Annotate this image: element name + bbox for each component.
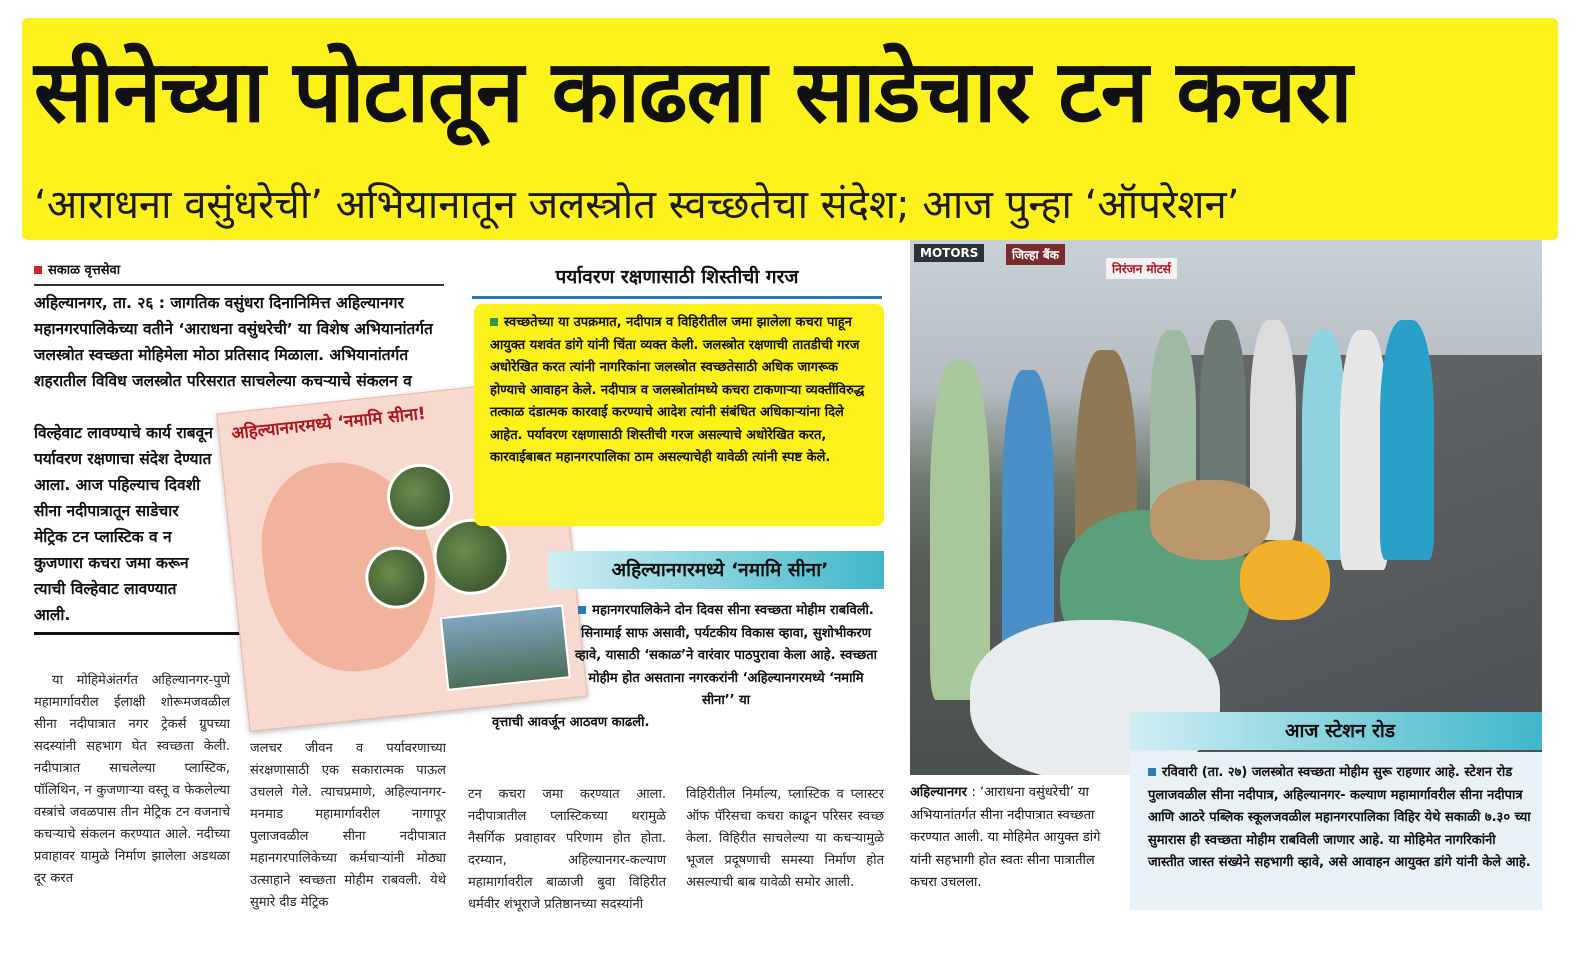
body-column-4: विहिरीतील निर्माल्य, प्लास्टिक व प्लास्टर ऑफ पॅरिसचा कचरा काढून परिसर स्वच्छ केला. विहिरीत साचलेल्या या कचऱ्यामुळे भूजल प्रदूषणाची समस्या निर्माण होत असल्याची बाब यावेळी समोर आली. xyxy=(686,787,884,890)
lead-paragraph-a: अहिल्यानगर, ता. २६ : जागतिक वसुंधरा दिनानिमित्त अहिल्यानगर महानगरपालिकेच्या वतीने ‘आराधना वसुंधरेची’ या विशेष अभियानांतर्गत जलस्त्रोत स्वच्छता मोहिमेला मोठा प्रतिसाद मिळाला. अभियानांतर्गत शहरातील विविध जलस्त्रोत परिसरात साचलेल्या कचऱ्याचे संकलन व xyxy=(34,294,433,390)
blue-square-icon xyxy=(1148,768,1156,776)
photo-sign: जिल्हा बैंक xyxy=(1006,244,1065,265)
photo-caption xyxy=(910,782,1106,895)
news-photo xyxy=(910,240,1542,775)
photo-garbage-bag xyxy=(1240,540,1330,620)
namami-body-text: महानगरपालिकेने दोन दिवस सीना स्वच्छता मोहीम राबविली. सिनामाई साफ असावी, पर्यटकीय विकास व्हावा, सुशोभीकरण व्हावे, यासाठी ‘सकाळ’ने वारंवार पाठपुरावा केला आहे. स्वच्छता मोहीम होत असताना नगरकरांनी ‘अहिल्यानगरमध्ये ‘नमामि सीना’’ या xyxy=(574,603,877,708)
inset-photo xyxy=(440,604,571,691)
divider xyxy=(34,284,444,286)
namami-body-end: वृत्ताची आवर्जून आठवण काढली. xyxy=(492,715,650,730)
photo-sign: निरंजन मोटर्स xyxy=(1106,258,1177,279)
body-column-1: या मोहिमेअंतर्गत अहिल्यानगर-पुणे महामार्गावरील ईलाक्षी शोरूमजवळील सीना नदीपात्रात नगर ट्रेकर्स ग्रुपच्या सदस्यांनी सहभाग घेत स्वच्छता केली. नदीपात्रात साचलेल्या प्लास्टिक, पॉलिथिन, न कुजणाऱ्या वस्तू व फेकलेल्या वस्त्रांचे जवळपास तीन मेट्रिक टन वजनाचे कचऱ्याचे संकलन करण्यात आले. नदीच्या प्रवाहावर यामुळे निर्माण झालेला अडथळा दूर करत xyxy=(34,673,230,886)
green-square-icon xyxy=(490,318,498,326)
lead-paragraph-b: विल्हेवाट लावण्याचे कार्य राबवून पर्यावरण रक्षणाचा संदेश देण्यात आला. आज पहिल्याच दिवशी सीना नदीपात्रातून साडेचार मेट्रिक टन प्लास्टिक व न कुजणारा कचरा जमा करून त्याची विल्हेवाट लावण्यात आली. xyxy=(34,424,213,624)
photo-person xyxy=(930,360,990,700)
caption-text: : ‘आराधना वसुंधरेची’ या अभियानांतर्गत सीना नदीपात्रात स्वच्छता करण्यात आली. या मोहिमेत आयुक्त डांगे यांनी सहभागी होत स्वतः सीना पात्रातील कचरा उचलला. xyxy=(910,785,1101,890)
blue-square-icon xyxy=(578,606,586,614)
divider xyxy=(34,632,262,635)
page-headline: सीनेच्या पोटातून काढला साडेचार टन कचरा xyxy=(34,42,1352,142)
body-column-2: जलचर जीवन व पर्यावरणाच्या संरक्षणासाठी एक सकारात्मक पाऊल उचलले गेले. त्याचप्रमाणे, अहिल्यानगर-मनमाड महामार्गावरील नागापूर पुलाजवळील सीना नदीपात्रात महानगरपालिकेच्या कर्मचाऱ्यांनी मोठ्या उत्साहाने स्वच्छता मोहीम राबवली. येथे सुमारे दीड मेट्रिक xyxy=(250,741,446,910)
environment-box-body xyxy=(490,312,870,470)
station-road-body xyxy=(1148,762,1532,875)
photo-garbage-bag xyxy=(1150,480,1270,560)
inset-title: अहिल्यानगरमध्ये ‘नमामि सीना! xyxy=(230,403,427,445)
caption-place: अहिल्यानगर xyxy=(910,785,967,800)
body-column-3: टन कचरा जमा करण्यात आला. नदीपात्रातील प्लास्टिकच्या थरामुळे नैसर्गिक प्रवाहावर परिणाम होत होता. दरम्यान, अहिल्यानगर-कल्याण महामार्गावरील बाळाजी बुवा विहिरीत धर्मवीर शंभूराजे प्रतिष्ठानच्या सदस्यांनी xyxy=(468,787,666,912)
namami-heading: अहिल्यानगरमध्ये ‘नमामि सीना’ xyxy=(611,559,829,581)
namami-body xyxy=(574,600,878,713)
page-subheadline: ‘आराधना वसुंधरेची’ अभियानातून जलस्त्रोत स्वच्छतेचा संदेश; आज पुन्हा ‘ऑपरेशन’ xyxy=(34,182,1240,228)
news-credit xyxy=(34,260,120,278)
photo-sign: MOTORS xyxy=(914,244,984,262)
environment-box-heading: पर्यावरण रक्षणासाठी शिस्तीची गरज xyxy=(555,266,799,288)
station-road-heading: आज स्टेशन रोड xyxy=(1284,720,1396,742)
environment-box-text: स्वच्छतेच्या या उपक्रमात, नदीपात्र व विहिरीतील जमा झालेला कचरा पाहून आयुक्त यशवंत डांगे यांनी चिंता व्यक्त केली. जलस्त्रोत रक्षणाची तातडीची गरज अधोरेखित करत त्यांनी नागरिकांना जलस्त्रोत स्वच्छतेसाठी अधिक जागरूक होण्याचे आवाहन केले. नदीपात्र व जलस्त्रोतांमध्ये कचरा टाकणाऱ्या व्यक्तींविरुद्ध तत्काळ दंडात्मक कारवाई करण्याचे आदेश त्यांनी संबंधित अधिकाऱ्यांना दिले आहेत. पर्यावरण रक्षणासाठी शिस्तीची गरज असल्याचे अधोरेखित करत, कारवाईबाबत महानगरपालिका ठाम असल्याचेही यावेळी त्यांनी स्पष्ट केले. xyxy=(490,315,865,465)
credit-label: सकाळ वृत्तसेवा xyxy=(48,263,121,278)
photo-person xyxy=(1380,320,1434,560)
station-road-text: रविवारी (ता. २७) जलस्त्रोत स्वच्छता मोहीम सुरू राहणार आहे. स्टेशन रोड पुलाजवळील सीना नदीपात्र, अहिल्यानगर- कल्याण महामार्गावरील सीना नदीपात्र आणि आठरे पब्लिक स्कूलजवळील महानगरपालिका विहिर येथे सकाळी ७.३० च्या सुमारास ही स्वच्छता मोहीम राबविली जाणार आहे. या मोहिमेत नागरिकांनी जास्तीत जास्त संख्येने सहभागी व्हावे, असे आवाहन आयुक्त डांगे यांनी केले आहे. xyxy=(1148,765,1531,870)
inset-photo-circle xyxy=(430,515,514,599)
red-square-icon xyxy=(34,266,42,274)
divider xyxy=(472,296,882,299)
